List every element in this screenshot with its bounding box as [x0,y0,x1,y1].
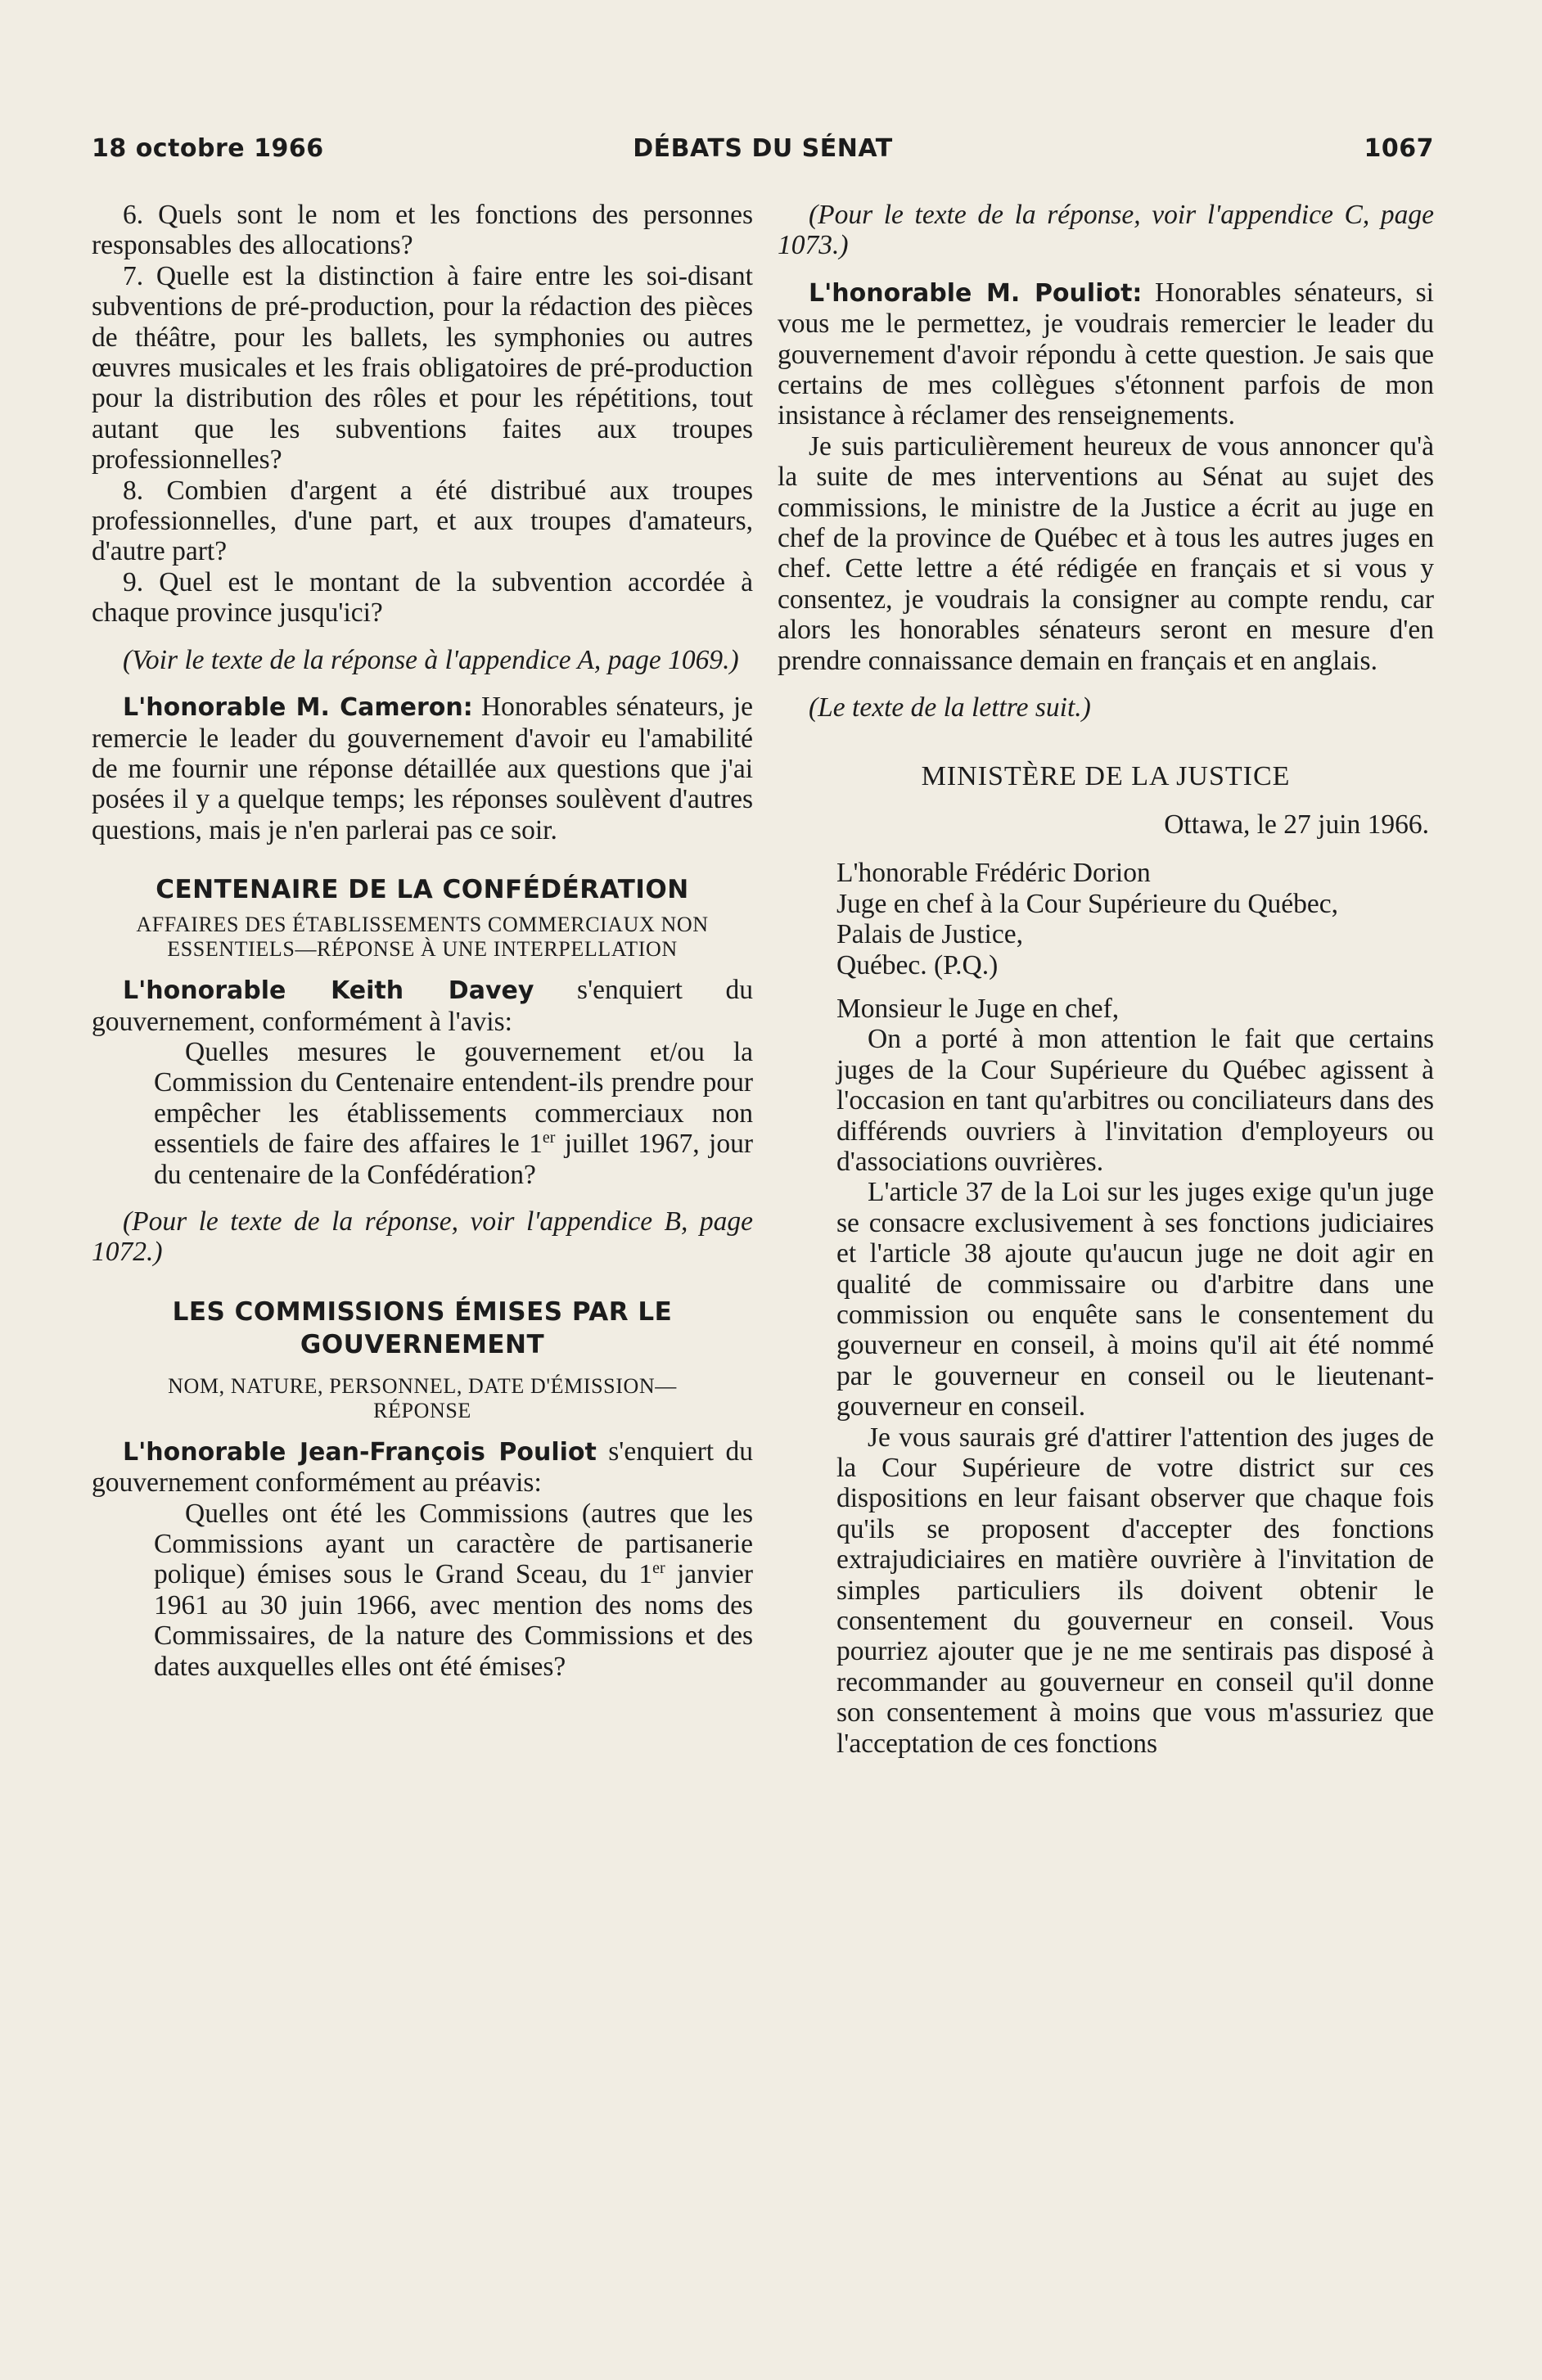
pouliot-question-text: s'enquiert du gouvernement conformément au préavis: [92,1436,753,1499]
section-subtitle-commissions: NOM, NATURE, PERSONNEL, DATE D'ÉMISSION—RÉPONSE [168,1373,677,1422]
pouliot-reply-text: Honorables sénateurs, si vous me le permettez, je voudrais remercier le leader du gouvernement d'avoir répondu à cette question. Je sais que certains de mes collègues s'étonnent parfois de mon insistance à réclamer des renseignements. [778,277,1434,431]
question-9: 9. Quel est le montant de la subvention accordée à chaque province jusqu'ici? [92,566,753,629]
letter-paragraph-3: Je vous saurais gré d'attirer l'attention des juges de la Cour Supérieure de votre district sur ces dispositions en leur faisant observer que chaque fois qu'ils se proposent d'accepter des fonctions extrajudiciaires en matière ouvrière à l'invitation de simples particuliers ils doivent obtenir le consentement du gouverneur en conseil. Vous pourriez ajouter que je ne me sentirais pas disposé à recommander au gouverneur en conseil qu'il donne son consentement à moins que vous m'assuriez que l'acceptation de ces fonctions [836,1422,1434,1759]
pouliot-quote [92,1499,753,1682]
pouliot-question-paragraph [92,1436,753,1499]
header-date: 18 octobre 1966 [92,134,324,163]
pouliot-quote-part2: janvier 1961 au 30 juin 1966, avec mention des noms des Commissaires, de la nature des Commissions et des dates auxquelles elles ont été émises? [154,1559,753,1682]
speaker-davey: L'honorable Keith Davey [123,976,534,1006]
section-title-commissions: LES COMMISSIONS ÉMISES PAR LE GOUVERNEMENT [172,1296,673,1359]
davey-paragraph [92,975,753,1037]
letter-body [778,858,1434,1759]
letter-note: (Le texte de la lettre suit.) [809,692,1091,723]
pouliot-quote-part1: Quelles ont été les Commissions (autres que les Commissions ayant un caractère de partisanerie polique) émises sous le Grand Sceau, du 1 [154,1498,753,1590]
question-7: 7. Quelle est la distinction à faire entre les soi-disant subventions de pré-production, pour la rédaction des pièces de théâtre, pour les ballets, les symphonies ou autres œuvres musicales et les frais obligatoires de pré-production pour la distribution des rôles et pour les répétitions, tout autant que les subventions faites aux troupes professionnelles? [92,260,753,476]
section-subtitle-centenaire: AFFAIRES DES ÉTABLISSEMENTS COMMERCIAUX NON ESSENTIELS—RÉPONSE À UNE INTERPELLATION [136,913,709,962]
page-header [92,134,1434,170]
salutation: Monsieur le Juge en chef, [836,993,1120,1024]
davey-quote-sup: er [542,1129,556,1147]
appendix-note-a: (Voir le texte de la réponse à l'appendice A, page 1069.) [123,644,739,675]
cameron-text: Honorables sénateurs, je remercie le leader du gouvernement d'avoir eu l'amabilité de me fournir une réponse détaillée aux questions que j'ai posées il y a quelque temps; les réponses soulèvent d'autres questions, mais je n'en parlerai pas ce soir. [92,692,753,845]
address-line-1: L'honorable Frédéric Dorion [836,858,1151,889]
speaker-m-pouliot: L'honorable M. Pouliot: [809,278,1143,308]
question-6: 6. Quels sont le nom et les fonctions des personnes responsables des allocations? [92,200,753,261]
left-column [92,200,753,1682]
address-line-2: Juge en chef à la Cour Supérieure du Québec, [836,888,1338,919]
pouliot-reply-paragraph [778,277,1434,431]
letter-date: Ottawa, le 27 juin 1966. [1164,809,1429,840]
header-title: DÉBATS DU SÉNAT [633,134,893,163]
section-title-centenaire: CENTENAIRE DE LA CONFÉDÉRATION [156,875,689,905]
ministry-heading: MINISTÈRE DE LA JUSTICE [921,760,1291,791]
pouliot-quote-sup: er [652,1559,665,1578]
address-line-3: Palais de Justice, [836,919,1023,950]
davey-quote [92,1037,753,1190]
cameron-paragraph [92,692,753,845]
appendix-note-b: (Pour le texte de la réponse, voir l'appendice B, page 1072.) [92,1206,753,1268]
davey-quote-part1: Quelles mesures le gouvernement et/ou la Commission du Centenaire entendent-ils prendre pour empêcher les établissements commerciaux non essentiels de faire des affaires le 1 [154,1036,753,1160]
appendix-note-c: (Pour le texte de la réponse, voir l'appendice C, page 1073.) [778,200,1434,261]
davey-quote-part2: juillet 1967, jour du centenaire de la Confédération? [154,1129,753,1190]
question-8: 8. Combien d'argent a été distribué aux troupes professionnelles, d'une part, et aux troupes d'amateurs, d'autre part? [92,475,753,567]
speaker-jf-pouliot: L'honorable Jean-François Pouliot [123,1437,597,1467]
pouliot-reply-text-2: Je suis particulièrement heureux de vous annoncer qu'à la suite de mes interventions au Sénat au sujet des commissions, le ministre de la Justice a écrit au juge en chef de la province de Québec et à tous les autres juges en chef. Cette lettre a été rédigée en français et si vous y consentez, je voudrais la consigner au compte rendu, car alors les honorables sénateurs seront en mesure d'en prendre connaissance demain en français et en anglais. [778,430,1434,676]
page-number: 1067 [1364,134,1434,163]
right-column [778,200,1434,1759]
address-line-4: Québec. (P.Q.) [836,949,999,980]
letter-paragraph-2: L'article 37 de la Loi sur les juges exige qu'un juge se consacre exclusivement à ses fonctions judiciaires et l'article 38 ajoute qu'aucun juge ne doit agir en qualité de commissaire ou d'arbitre dans une commission ou enquête sans le consentement du gouverneur en conseil, à moins qu'il ait été nommé par le gouverneur en conseil ou le lieutenant-gouverneur en conseil. [836,1177,1434,1422]
speaker-cameron: L'honorable M. Cameron: [123,693,473,723]
letter-paragraph-1: On a porté à mon attention le fait que certains juges de la Cour Supérieure du Québec agissent à l'occasion en tant qu'arbitres ou conciliateurs dans des différends ouvriers à l'invitation d'employeurs ou d'associations ouvrières. [836,1024,1434,1177]
davey-text: s'enquiert du gouvernement, conformément à l'avis: [92,975,753,1037]
